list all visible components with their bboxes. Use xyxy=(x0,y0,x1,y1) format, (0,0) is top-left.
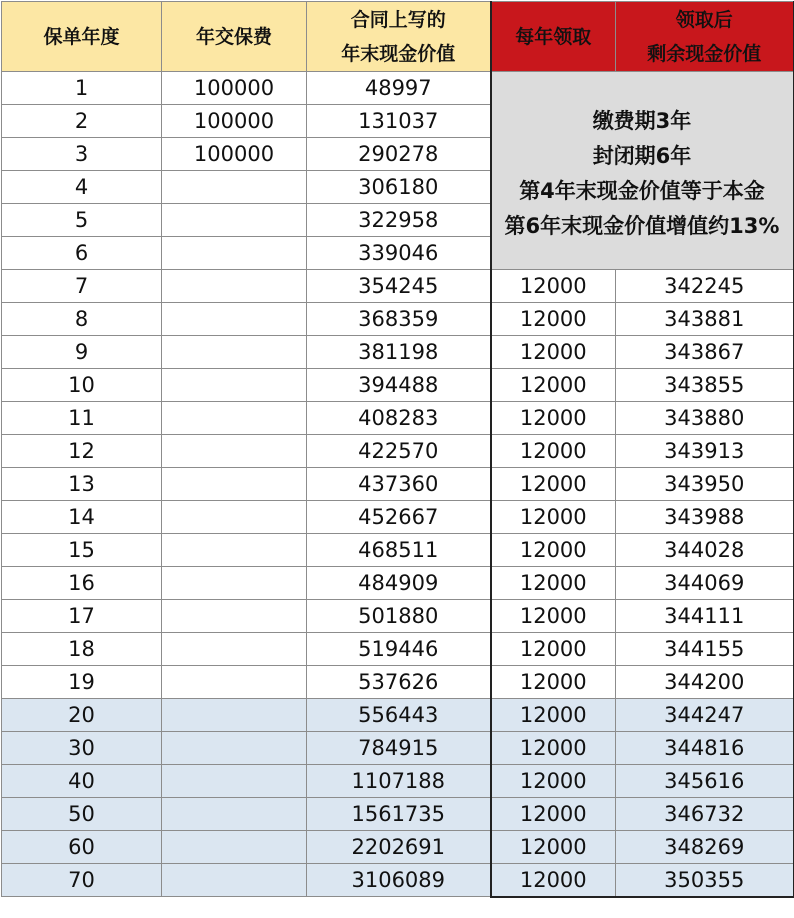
policy-year-cell: 3 xyxy=(2,138,162,171)
remaining-value-cell: 344111 xyxy=(616,600,794,633)
note-line: 封闭期6年 xyxy=(592,143,692,168)
table-row xyxy=(2,534,794,567)
policy-year-cell: 2 xyxy=(2,105,162,138)
withdrawal-cell: 12000 xyxy=(491,798,616,831)
policy-year-cell: 19 xyxy=(2,666,162,699)
withdrawal-cell: 12000 xyxy=(491,600,616,633)
premium-cell xyxy=(162,336,307,369)
cash-value-cell: 306180 xyxy=(307,171,491,204)
withdrawal-cell: 12000 xyxy=(491,765,616,798)
header-cash-value-line1: 合同上写的 xyxy=(350,8,446,31)
withdrawal-cell: 12000 xyxy=(491,468,616,501)
cash-value-cell: 437360 xyxy=(307,468,491,501)
premium-cell xyxy=(162,237,307,270)
cash-value-cell: 1107188 xyxy=(307,765,491,798)
policy-year-cell: 30 xyxy=(2,732,162,765)
withdrawal-cell: 12000 xyxy=(491,369,616,402)
premium-cell xyxy=(162,204,307,237)
remaining-value-cell: 343950 xyxy=(616,468,794,501)
remaining-value-cell: 344247 xyxy=(616,699,794,732)
premium-cell xyxy=(162,171,307,204)
withdrawal-cell: 12000 xyxy=(491,831,616,864)
remaining-value-cell: 342245 xyxy=(616,270,794,303)
policy-year-cell: 40 xyxy=(2,765,162,798)
withdrawal-cell: 12000 xyxy=(491,336,616,369)
premium-cell xyxy=(162,369,307,402)
premium-cell xyxy=(162,864,307,897)
cash-value-cell: 484909 xyxy=(307,567,491,600)
remaining-value-cell: 348269 xyxy=(616,831,794,864)
premium-cell: 100000 xyxy=(162,72,307,105)
table-row xyxy=(2,72,794,105)
withdrawal-cell: 12000 xyxy=(491,732,616,765)
cash-value-table xyxy=(1,1,794,898)
cash-value-cell: 537626 xyxy=(307,666,491,699)
premium-cell xyxy=(162,303,307,336)
withdrawal-cell: 12000 xyxy=(491,303,616,336)
remaining-value-cell: 343880 xyxy=(616,402,794,435)
table-row xyxy=(2,369,794,402)
premium-cell xyxy=(162,567,307,600)
cash-value-cell: 339046 xyxy=(307,237,491,270)
header-remaining-line2: 剩余现金价值 xyxy=(647,42,762,65)
header-annual-withdrawal: 每年领取 xyxy=(491,2,616,72)
table-row xyxy=(2,270,794,303)
policy-year-cell: 6 xyxy=(2,237,162,270)
policy-year-cell: 14 xyxy=(2,501,162,534)
cash-value-cell: 408283 xyxy=(307,402,491,435)
cash-value-cell: 556443 xyxy=(307,699,491,732)
remaining-value-cell: 344155 xyxy=(616,633,794,666)
premium-cell xyxy=(162,765,307,798)
table-row xyxy=(2,765,794,798)
policy-year-cell: 70 xyxy=(2,864,162,897)
premium-cell: 100000 xyxy=(162,138,307,171)
table-row xyxy=(2,567,794,600)
premium-cell xyxy=(162,666,307,699)
cash-value-cell: 784915 xyxy=(307,732,491,765)
policy-year-cell: 1 xyxy=(2,72,162,105)
table-row xyxy=(2,666,794,699)
cash-value-cell: 3106089 xyxy=(307,864,491,897)
withdrawal-cell: 12000 xyxy=(491,633,616,666)
remaining-value-cell: 344200 xyxy=(616,666,794,699)
remaining-value-cell: 344816 xyxy=(616,732,794,765)
note-line: 缴费期3年 xyxy=(592,108,692,133)
policy-year-cell: 7 xyxy=(2,270,162,303)
table-row xyxy=(2,831,794,864)
cash-value-cell: 1561735 xyxy=(307,798,491,831)
table-row xyxy=(2,699,794,732)
cash-value-cell: 468511 xyxy=(307,534,491,567)
cash-value-cell: 290278 xyxy=(307,138,491,171)
premium-cell xyxy=(162,501,307,534)
cash-value-cell: 422570 xyxy=(307,435,491,468)
table-row xyxy=(2,402,794,435)
premium-cell xyxy=(162,798,307,831)
policy-year-cell: 10 xyxy=(2,369,162,402)
withdrawal-cell: 12000 xyxy=(491,699,616,732)
policy-year-cell: 9 xyxy=(2,336,162,369)
policy-year-cell: 4 xyxy=(2,171,162,204)
withdrawal-cell: 12000 xyxy=(491,435,616,468)
policy-year-cell: 13 xyxy=(2,468,162,501)
policy-year-cell: 17 xyxy=(2,600,162,633)
cash-value-cell: 2202691 xyxy=(307,831,491,864)
remaining-value-cell: 344069 xyxy=(616,567,794,600)
note-line: 第4年末现金价值等于本金 xyxy=(519,178,765,203)
policy-year-cell: 11 xyxy=(2,402,162,435)
table-row xyxy=(2,732,794,765)
header-remaining-value xyxy=(616,2,794,72)
table-row xyxy=(2,864,794,897)
premium-cell xyxy=(162,732,307,765)
premium-cell: 100000 xyxy=(162,105,307,138)
remaining-value-cell: 345616 xyxy=(616,765,794,798)
table-row xyxy=(2,600,794,633)
withdrawal-cell: 12000 xyxy=(491,402,616,435)
header-cash-value-line2: 年末现金价值 xyxy=(341,42,456,65)
note-box xyxy=(491,72,794,270)
policy-year-cell: 12 xyxy=(2,435,162,468)
premium-cell xyxy=(162,600,307,633)
cash-value-cell: 322958 xyxy=(307,204,491,237)
cash-value-cell: 354245 xyxy=(307,270,491,303)
policy-year-cell: 15 xyxy=(2,534,162,567)
policy-year-cell: 5 xyxy=(2,204,162,237)
table-row xyxy=(2,303,794,336)
premium-cell xyxy=(162,402,307,435)
premium-cell xyxy=(162,468,307,501)
policy-year-cell: 20 xyxy=(2,699,162,732)
policy-year-cell: 50 xyxy=(2,798,162,831)
policy-year-cell: 18 xyxy=(2,633,162,666)
remaining-value-cell: 343855 xyxy=(616,369,794,402)
table-row xyxy=(2,798,794,831)
policy-year-cell: 16 xyxy=(2,567,162,600)
header-remaining-line1: 领取后 xyxy=(675,8,733,31)
premium-cell xyxy=(162,699,307,732)
remaining-value-cell: 343988 xyxy=(616,501,794,534)
header-annual-premium: 年交保费 xyxy=(162,2,307,72)
table-row xyxy=(2,435,794,468)
note-line: 第6年末现金价值增值约13% xyxy=(504,213,780,238)
cash-value-cell: 394488 xyxy=(307,369,491,402)
table-row xyxy=(2,468,794,501)
cash-value-cell: 48997 xyxy=(307,72,491,105)
remaining-value-cell: 350355 xyxy=(616,864,794,897)
table-row xyxy=(2,336,794,369)
cash-value-cell: 381198 xyxy=(307,336,491,369)
premium-cell xyxy=(162,270,307,303)
remaining-value-cell: 343881 xyxy=(616,303,794,336)
premium-cell xyxy=(162,534,307,567)
header-policy-year: 保单年度 xyxy=(2,2,162,72)
table-row xyxy=(2,633,794,666)
premium-cell xyxy=(162,435,307,468)
cash-value-cell: 501880 xyxy=(307,600,491,633)
withdrawal-cell: 12000 xyxy=(491,270,616,303)
header-row xyxy=(2,2,794,72)
remaining-value-cell: 346732 xyxy=(616,798,794,831)
withdrawal-cell: 12000 xyxy=(491,666,616,699)
remaining-value-cell: 343867 xyxy=(616,336,794,369)
cash-value-cell: 519446 xyxy=(307,633,491,666)
remaining-value-cell: 344028 xyxy=(616,534,794,567)
withdrawal-cell: 12000 xyxy=(491,864,616,897)
table-row xyxy=(2,501,794,534)
cash-value-cell: 368359 xyxy=(307,303,491,336)
policy-year-cell: 60 xyxy=(2,831,162,864)
premium-cell xyxy=(162,633,307,666)
cash-value-cell: 131037 xyxy=(307,105,491,138)
header-cash-value xyxy=(307,2,491,72)
cash-value-cell: 452667 xyxy=(307,501,491,534)
withdrawal-cell: 12000 xyxy=(491,501,616,534)
remaining-value-cell: 343913 xyxy=(616,435,794,468)
withdrawal-cell: 12000 xyxy=(491,534,616,567)
premium-cell xyxy=(162,831,307,864)
policy-year-cell: 8 xyxy=(2,303,162,336)
withdrawal-cell: 12000 xyxy=(491,567,616,600)
